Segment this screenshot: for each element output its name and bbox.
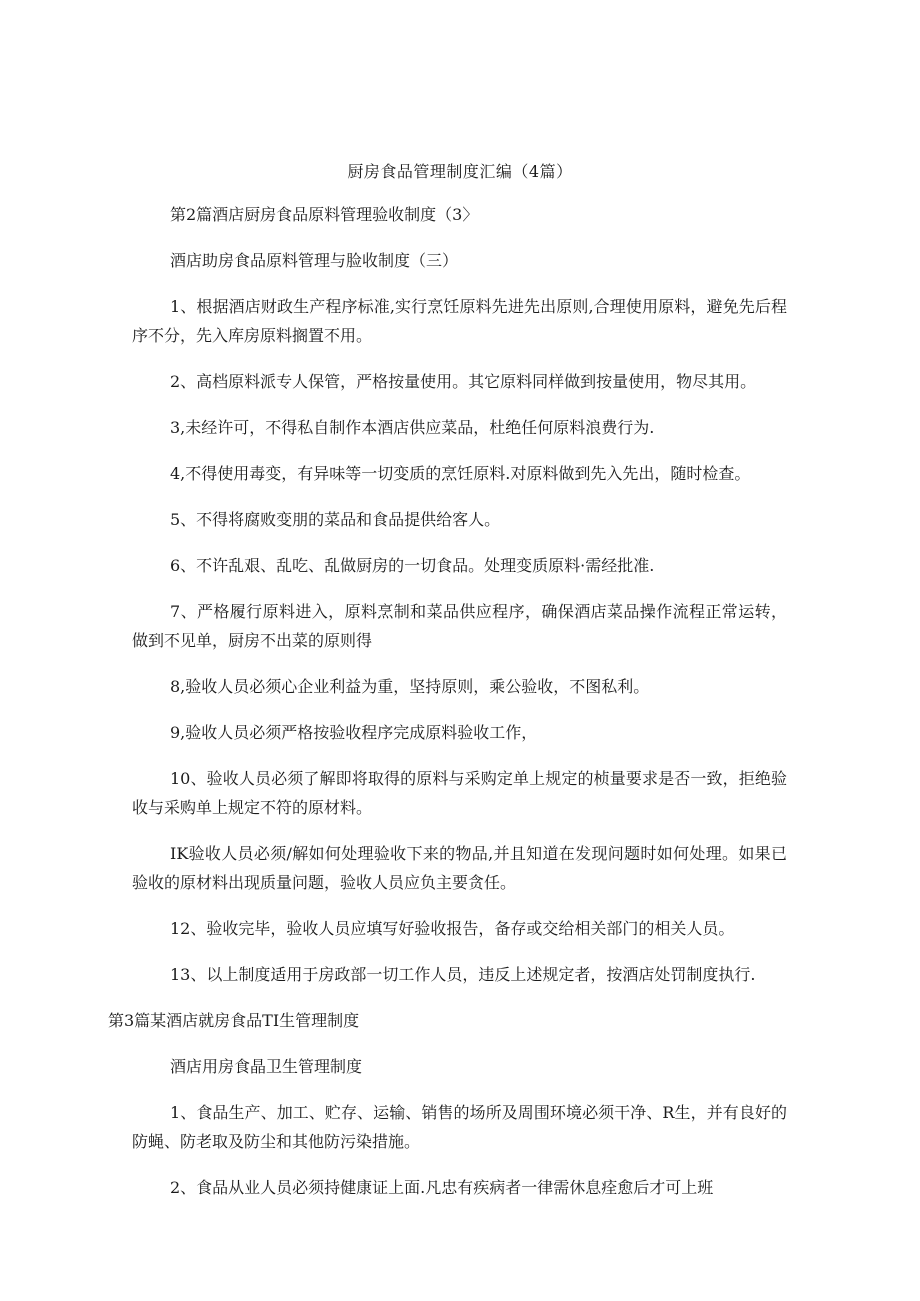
paragraph: 12、验收完毕，验收人员应填写好验收报告，备存或交给相关部门的相关人员。: [170, 919, 735, 938]
subheading: 第2篇酒店厨房食品原料管理验收制度（3〉: [170, 205, 479, 224]
paragraph: 3,未经许可，不得私自制作本酒店供应菜品，杜绝任何原料浪费行为.: [170, 418, 655, 437]
paragraph: 1、食品生产、加工、贮存、运输、销售的场所及周围环境必须干净、R生，并有良好的防蝇、防老取及防尘和其他防污染措施。: [132, 1103, 787, 1151]
paragraph: 8,验收人员必须心企业利益为重，坚持原则，乘公验收，不图私利。: [170, 677, 650, 696]
paragraph: 1、根据酒店财政生产程序标准,实行烹饪原料先进先出原则,合理使用原料，避免先后程序不分，先入库房原料搁置不用。: [132, 297, 787, 345]
paragraph: 7、严格履行原料进入，原料烹制和菜品供应程序，确保酒店菜品操作流程正常运转，做到不见单，厨房不出菜的原则得: [132, 602, 787, 650]
paragraph: 13、以上制度适用于房政部一切工作人员，违反上述规定者，按酒店处罚制度执行.: [170, 965, 756, 984]
paragraph: 6、不许乱艰、乱吃、乱做厨房的一切食品。处理变质原料·需经批准.: [170, 556, 655, 575]
document-body: [108, 200, 787, 1219]
subheading: 酒店助房食品原料管理与脸收制度（三）: [170, 251, 459, 270]
document-title: 厨房食品管理制度汇编（4篇）: [347, 162, 573, 181]
paragraph: 2、食品从业人员必须持健康证上面.凡忠有疾病者一律需休息痊愈后才可上班: [170, 1178, 714, 1197]
subheading: 酒店用房食晶卫生管理制度: [170, 1057, 363, 1076]
paragraph: 4,不得使用毒变，有异味等一切变质的烹饪原料.对原料做到先入先出，随时检查。: [170, 464, 751, 483]
paragraph: 10、验收人员必须了解即将取得的原料与采购定单上规定的桢量要求是否一致，拒绝验收与采购单上规定不符的原材料。: [132, 769, 787, 817]
paragraph: 9,验收人员必须严格按验收程序完成原料验收工作，: [170, 723, 538, 742]
section-heading: 第3篇某酒店就房食品TI生管理制度: [108, 1011, 360, 1030]
paragraph: 5、不得将腐败变朋的菜品和食品提供给客人。: [170, 510, 501, 529]
paragraph: 2、高档原料派专人保管，严格按量使用。其它原料同样做到按量使用，物尽其用。: [170, 372, 757, 391]
paragraph: IK验收人员必须/解如何处理验收下来的物品,并且知道在发现问题时如何处理。如果已验收的原材料出现质量问题，验收人员应负主要贪任。: [132, 844, 787, 892]
